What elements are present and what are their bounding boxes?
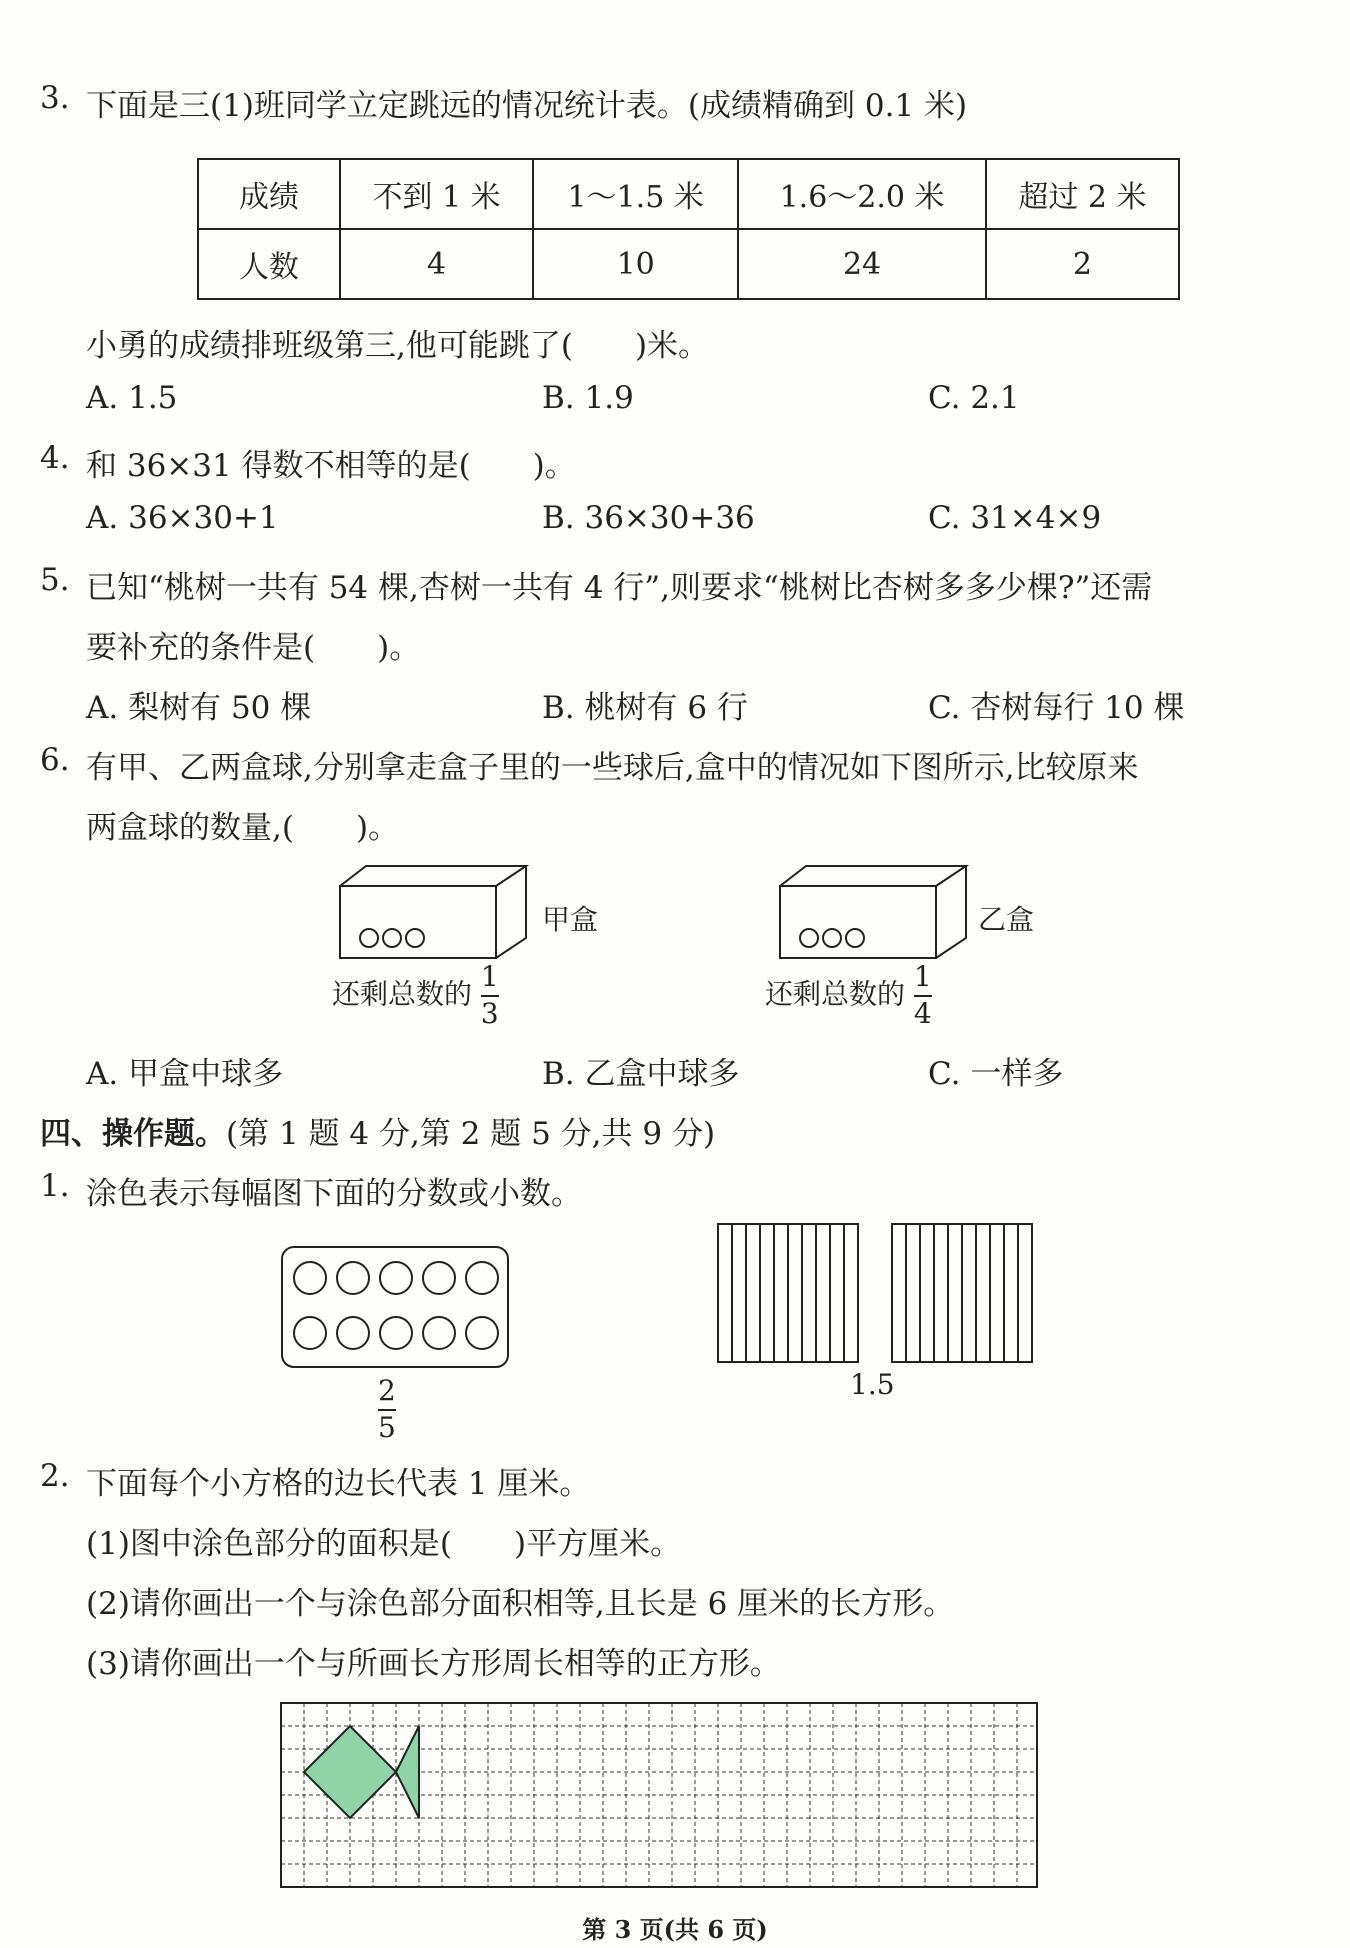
fig2-label: 1.5: [850, 1368, 895, 1401]
box-a-caption: [332, 962, 499, 1030]
grid-lines: [281, 1703, 1037, 1887]
q5-option-b: B. 桃树有 6 行: [542, 690, 748, 726]
q6-number: 6.: [40, 742, 70, 778]
q4-option-c: C. 31×4×9: [928, 500, 1102, 536]
op2-number: 2.: [40, 1458, 70, 1494]
table-cell: 不到 1 米: [340, 159, 533, 229]
q3-option-b: B. 1.9: [542, 380, 634, 416]
op1-number: 1.: [40, 1168, 70, 1204]
fig1-fraction: [378, 1376, 396, 1444]
box-b-caption: [765, 962, 932, 1030]
q6-stem-line2: 两盒球的数量,( )。: [86, 810, 400, 846]
q4-option-b: B. 36×30+36: [542, 500, 755, 536]
strips-figure: [716, 1222, 1046, 1364]
page-footer: 第 3 页(共 6 页): [582, 1915, 768, 1944]
q3-stem: 下面是三(1)班同学立定跳远的情况统计表。(成绩精确到 0.1 米): [86, 88, 968, 124]
q5-stem-line1: 已知“桃树一共有 54 棵,杏树一共有 4 行”,则要求“桃树比杏树多多少棵?”还需: [86, 570, 1153, 606]
box-a-label: 甲盒: [542, 903, 599, 936]
op2-sub3: (3)请你画出一个与所画长方形周长相等的正方形。: [86, 1646, 781, 1682]
box-b-figure: [776, 862, 976, 962]
section-4-heading: [40, 1108, 715, 1153]
table-row: [198, 159, 1179, 229]
table-cell: 人数: [198, 229, 340, 299]
box-b-fraction: [914, 962, 932, 1030]
table-cell: 成绩: [198, 159, 340, 229]
box-a-numerator: 1: [480, 960, 499, 993]
fig1-denominator: 5: [378, 1410, 396, 1444]
q5-stem-line2: 要补充的条件是( )。: [86, 630, 421, 666]
table-cell: 24: [738, 229, 986, 299]
q3-number: 3.: [40, 80, 70, 116]
box-b-denominator: 4: [913, 996, 932, 1030]
q4-option-a: A. 36×30+1: [86, 500, 279, 536]
box-b-label: 乙盒: [978, 903, 1035, 936]
shaded-triangle: [396, 1726, 419, 1818]
shaded-diamond: [304, 1726, 396, 1818]
q6-option-c: C. 一样多: [928, 1056, 1064, 1092]
box-a-caption-text: 还剩总数的: [332, 977, 473, 1011]
op1-stem: 涂色表示每幅图下面的分数或小数。: [86, 1176, 582, 1212]
section-4-title: 四、操作题。: [40, 1116, 226, 1152]
table-cell: 超过 2 米: [986, 159, 1179, 229]
q3-option-c: C. 2.1: [928, 380, 1020, 416]
q5-number: 5.: [40, 562, 70, 598]
op2-sub1: (1)图中涂色部分的面积是( )平方厘米。: [86, 1526, 682, 1562]
box-a-fraction: [481, 962, 499, 1030]
q6-stem-line1: 有甲、乙两盒球,分别拿走盒子里的一些球后,盒中的情况如下图所示,比较原来: [86, 750, 1139, 786]
section-4-points: (第 1 题 4 分,第 2 题 5 分,共 9 分): [226, 1116, 716, 1152]
table-cell: 2: [986, 229, 1179, 299]
box-b-caption-text: 还剩总数的: [765, 977, 906, 1011]
q5-option-a: A. 梨树有 50 棵: [86, 690, 312, 726]
square-grid: [280, 1702, 1042, 1892]
box-b-numerator: 1: [913, 960, 932, 993]
box-a-figure: [336, 862, 536, 962]
q5-option-c: C. 杏树每行 10 棵: [928, 690, 1185, 726]
circles-figure: [280, 1245, 512, 1369]
fig1-fraction-stack: [378, 1376, 396, 1444]
fig1-numerator: 2: [378, 1374, 396, 1407]
q3-option-a: A. 1.5: [86, 380, 178, 416]
table-cell: 1.6～2.0 米: [738, 159, 986, 229]
q3-question: 小勇的成绩排班级第三,他可能跳了( )米。: [86, 328, 710, 364]
table-cell: 4: [340, 229, 533, 299]
op2-sub2: (2)请你画出一个与涂色部分面积相等,且长是 6 厘米的长方形。: [86, 1586, 955, 1622]
q6-option-a: A. 甲盒中球多: [86, 1056, 284, 1092]
op2-stem: 下面每个小方格的边长代表 1 厘米。: [86, 1466, 591, 1502]
table-cell: 1～1.5 米: [533, 159, 738, 229]
table-cell: 10: [533, 229, 738, 299]
q4-number: 4.: [40, 440, 70, 476]
table-row: [198, 229, 1179, 299]
box-a-denominator: 3: [480, 996, 499, 1030]
q6-option-b: B. 乙盒中球多: [542, 1056, 740, 1092]
stats-table: [197, 158, 1180, 300]
q4-stem: 和 36×31 得数不相等的是( )。: [86, 448, 576, 484]
